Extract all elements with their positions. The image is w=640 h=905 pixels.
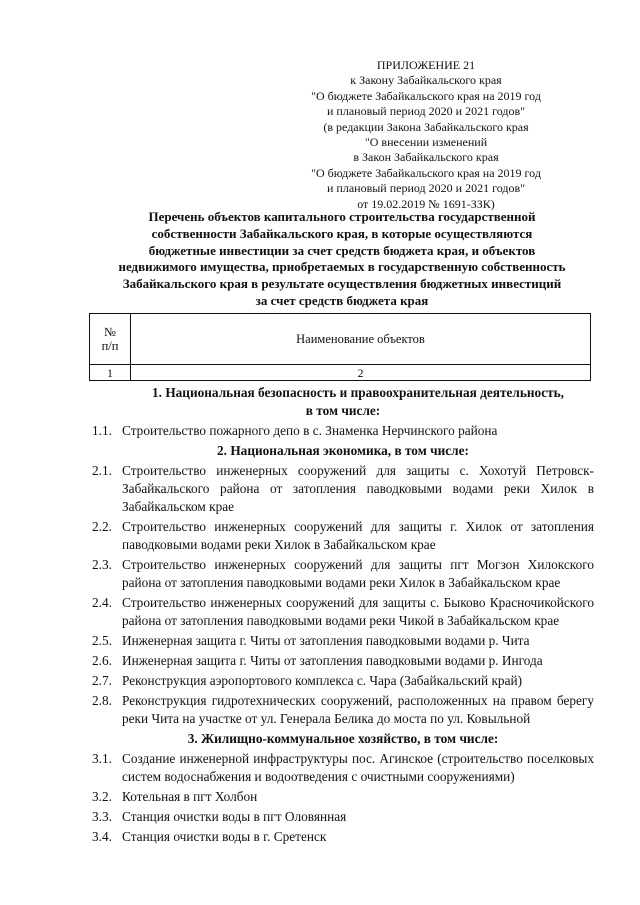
list-item (92, 788, 594, 806)
appendix-line: "О бюджете Забайкальского края на 2019 год (311, 165, 541, 180)
section-title (92, 384, 594, 420)
list-item (92, 632, 594, 650)
section-title-line: в том числе: (305, 403, 381, 418)
list-item (92, 828, 594, 846)
header-name-cell: Наименование объектов (131, 314, 591, 365)
list-item (92, 594, 594, 630)
appendix-line: и плановый период 2020 и 2021 годов" (326, 181, 526, 196)
item-text: Строительство пожарного депо в с. Знаменка Нерчинского района (122, 423, 498, 438)
item-text: Реконструкция гидротехнических сооружений, расположенных на правом берегу реки Чита на участке от ул. Генерала Белика до моста по ул. Ковыльной (122, 693, 594, 726)
item-text: Строительство инженерных сооружений для защиты г. Хилок от затопления паводковыми водами реки Хилок в Забайкальском крае (122, 519, 594, 552)
item-number: 2.7. (92, 673, 112, 688)
list-item (92, 672, 594, 690)
item-text: Котельная в пгт Холбон (122, 789, 258, 804)
item-number: 2.8. (92, 693, 112, 708)
item-number: 2.3. (92, 557, 112, 572)
appendix-line: и плановый период 2020 и 2021 годов" (326, 104, 526, 119)
list-item (92, 422, 594, 440)
appendix-line: (в редакции Закона Забайкальского края (323, 119, 529, 134)
objects-list (92, 384, 594, 848)
list-item (92, 518, 594, 554)
item-number: 3.1. (92, 751, 112, 766)
section-title: 3. Жилищно-коммунальное хозяйство, в том числе: (187, 731, 499, 746)
item-text: Строительство инженерных сооружений для защиты с. Хохотуй Петровск-Забайкальского района от затопления паводковыми водами реки Хилок в Забайкальском крае (122, 463, 594, 514)
list-item (92, 652, 594, 670)
section-title-line: 1. Национальная безопасность и правоохранительная деятельность, (152, 385, 564, 400)
header-num-cell (90, 314, 131, 365)
appendix-header (290, 58, 562, 212)
title-line: за счет средств бюджета края (255, 292, 429, 308)
index-cell: 2 (131, 365, 591, 381)
header-num-label: п/п (101, 339, 119, 353)
appendix-line: "О бюджете Забайкальского края на 2019 год (311, 88, 541, 103)
item-text: Строительство инженерных сооружений для защиты пгт Могзон Хилокского района от затопления паводковыми водами реки Хилок в Забайкальском крае (122, 557, 594, 590)
appendix-line: к Закону Забайкальского края (350, 73, 502, 88)
list-item (92, 692, 594, 728)
item-text: Создание инженерной инфраструктуры пос. Агинское (строительство поселковых систем водоснабжения и водоотведения с очистными сооружениями) (122, 751, 594, 784)
item-number: 2.5. (92, 633, 112, 648)
list-item (92, 462, 594, 516)
title-line: Перечень объектов капитального строительства государственной (148, 209, 536, 224)
document-title (92, 209, 592, 310)
item-number: 3.4. (92, 829, 112, 844)
title-line: собственности Забайкальского края, в которые осуществляются (151, 225, 533, 241)
item-number: 2.1. (92, 463, 112, 478)
index-cell: 1 (90, 365, 131, 381)
item-number: 2.6. (92, 653, 112, 668)
item-text: Реконструкция аэропортового комплекса с. Чара (Забайкальский край) (122, 673, 523, 688)
item-text: Станция очистки воды в пгт Оловянная (122, 809, 347, 824)
list-item (92, 556, 594, 592)
title-line: бюджетные инвестиции за счет средств бюджета края, и объектов (148, 242, 536, 258)
item-number: 2.2. (92, 519, 112, 534)
item-number: 2.4. (92, 595, 112, 610)
list-item (92, 750, 594, 786)
item-number: 3.3. (92, 809, 112, 824)
section-title: 2. Национальная экономика, в том числе: (217, 443, 469, 458)
appendix-line: ПРИЛОЖЕНИЕ 21 (376, 58, 476, 72)
header-num-label: № (104, 325, 116, 339)
appendix-line: "О внесении изменений (364, 135, 488, 150)
title-line: Забайкальского края в результате осуществления бюджетных инвестиций (122, 276, 562, 292)
item-number: 1.1. (92, 423, 112, 438)
index-row (90, 365, 591, 381)
item-text: Строительство инженерных сооружений для защиты с. Быково Красночикойского района от затопления паводковыми водами реки Чикой в Забайкальском крае (122, 595, 594, 628)
item-number: 3.2. (92, 789, 112, 804)
list-item (92, 808, 594, 826)
appendix-line: от 19.02.2019 № 1691-ЗЗК) (357, 196, 495, 211)
title-line: недвижимого имущества, приобретаемых в государственную собственность (118, 259, 566, 275)
item-text: Инженерная защита г. Читы от затопления паводковыми водами р. Чита (122, 633, 530, 648)
item-text: Инженерная защита г. Читы от затопления паводковыми водами р. Ингода (122, 653, 543, 668)
appendix-line: в Закон Забайкальского края (353, 150, 499, 165)
header-row (90, 314, 591, 365)
item-text: Станция очистки воды в г. Сретенск (122, 829, 327, 844)
table-header (89, 313, 591, 381)
